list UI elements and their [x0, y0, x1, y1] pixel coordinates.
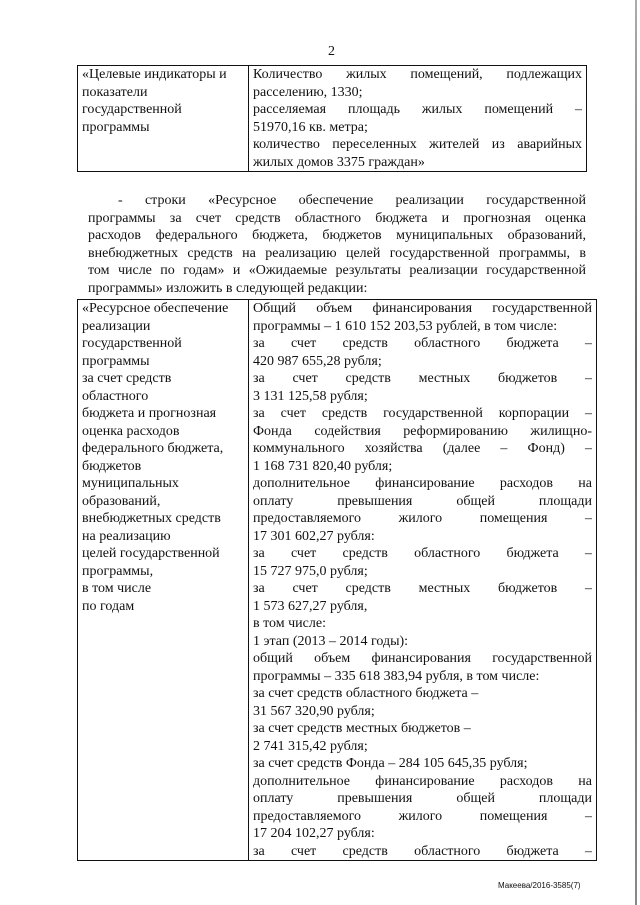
cell-line: дополнительное финансирование расходов на [253, 476, 592, 491]
cell-line: 31 567 320,90 рубля; [253, 703, 375, 719]
cell-line: 51970,16 кв. метра; [253, 119, 368, 135]
cell-line: образований, [82, 493, 161, 509]
resources-label-cell [78, 300, 249, 861]
scan-edge [635, 0, 637, 905]
cell-line: за счет средств местных бюджетов – [253, 581, 592, 596]
cell-line: 1 этап (2013 – 2014 годы): [253, 633, 409, 649]
paragraph-line: внебюджетных средств на реализацию целей государственной программы, в [88, 245, 586, 261]
cell-line: за счет средств областного бюджета – [253, 546, 592, 561]
cell-line: количество переселенных жителей из аварийных [253, 137, 582, 152]
cell-line: показатели [82, 84, 148, 100]
cell-line: за счет средств областного бюджета – [253, 843, 592, 859]
cell-line: Количество жилых помещений, подлежащих [253, 67, 582, 82]
cell-line: программы – 335 618 383,94 рубля, в том числе: [253, 668, 540, 684]
paragraph-line: - строки «Ресурсное обеспечение реализации государственной [118, 193, 586, 208]
cell-line: программы, [82, 563, 154, 579]
document-footer: Макеева/2016-3585(7) [498, 881, 581, 890]
cell-line: бюджетов [82, 458, 142, 474]
cell-line: расселению, 1330; [253, 84, 363, 100]
indicators-table [77, 65, 587, 172]
cell-line: государственной [82, 102, 182, 117]
cell-line: государственной [82, 336, 182, 351]
cell-line: «Ресурсное обеспечение [82, 301, 229, 316]
cell-line: 2 741 315,42 рубля; [253, 738, 368, 754]
cell-line: 17 301 602,27 рубля: [253, 528, 375, 544]
cell-line: оценка расходов [82, 423, 180, 439]
cell-line: внебюджетных средств [82, 511, 221, 526]
cell-line: 1 168 731 820,40 рубля; [253, 458, 393, 474]
cell-line: жилых домов 3375 граждан» [253, 154, 425, 170]
paragraph-line: программы» изложить в следующей редакции: [88, 280, 368, 296]
cell-line: 15 727 975,0 рубля; [253, 563, 368, 579]
cell-line: в том числе: [253, 616, 326, 631]
paragraph-line: том числе по годам» и «Ожидаемые результаты реализации государственной [88, 263, 586, 278]
cell-line: целей государственной [82, 546, 220, 561]
cell-line: оплату превышения общей площади [253, 493, 592, 509]
cell-line: за счет средств Фонда – 284 105 645,35 рубля; [253, 756, 528, 771]
cell-line: 420 987 655,28 рубля; [253, 353, 382, 369]
cell-line: 3 131 125,58 рубля; [253, 388, 368, 404]
paragraph-line: расходов федерального бюджета, бюджетов муниципальных образований, [88, 228, 586, 243]
cell-line: расселяемая площадь жилых помещений – [253, 102, 582, 117]
table-row [78, 66, 587, 172]
cell-line: 1 573 627,27 рубля, [253, 598, 368, 614]
resources-value-cell [249, 300, 597, 861]
resources-table [77, 299, 597, 861]
cell-line: за счет средств [82, 371, 172, 386]
table-row [78, 300, 597, 861]
cell-line: общий объем финансирования государственной [253, 651, 592, 666]
cell-line: дополнительное финансирование расходов на [253, 773, 592, 789]
cell-line: за счет средств областного бюджета – [253, 686, 479, 701]
page-number: 2 [328, 44, 335, 59]
cell-line: предоставляемого жилого помещения – [253, 808, 592, 824]
cell-line: на реализацию [82, 528, 171, 544]
cell-line: реализации [82, 318, 151, 334]
amendment-paragraph [88, 192, 586, 297]
indicators-label-cell [78, 66, 249, 172]
cell-line: муниципальных [82, 476, 179, 491]
cell-line: областного [82, 388, 149, 404]
cell-line: «Целевые индикаторы и [82, 67, 227, 82]
paragraph-line: программы за счет средств областного бюджета и прогнозная оценка [88, 210, 586, 226]
cell-line: в том числе [82, 581, 152, 596]
indicators-value-cell [249, 66, 587, 172]
cell-line: программы [82, 119, 150, 135]
cell-line: 17 204 102,27 рубля: [253, 826, 375, 841]
cell-line: за счет средств государственной корпорации – [253, 406, 592, 421]
cell-line: бюджета и прогнозная [82, 406, 217, 421]
cell-line: коммунального хозяйства (далее – Фонд) – [253, 441, 592, 456]
cell-line: программы [82, 353, 150, 369]
cell-line: за счет средств местных бюджетов – [253, 721, 471, 736]
cell-line: Фонда содействия реформированию жилищно- [253, 423, 592, 439]
cell-line: программы – 1 610 152 203,53 рублей, в том числе: [253, 318, 558, 334]
cell-line: по годам [82, 598, 135, 614]
cell-line: Общий объем финансирования государственной [253, 301, 592, 316]
cell-line: за счет средств областного бюджета – [253, 336, 592, 351]
cell-line: оплату превышения общей площади [253, 791, 592, 806]
cell-line: за счет средств местных бюджетов – [253, 371, 592, 386]
cell-line: предоставляемого жилого помещения – [253, 511, 592, 526]
cell-line: федерального бюджета, [82, 441, 224, 456]
